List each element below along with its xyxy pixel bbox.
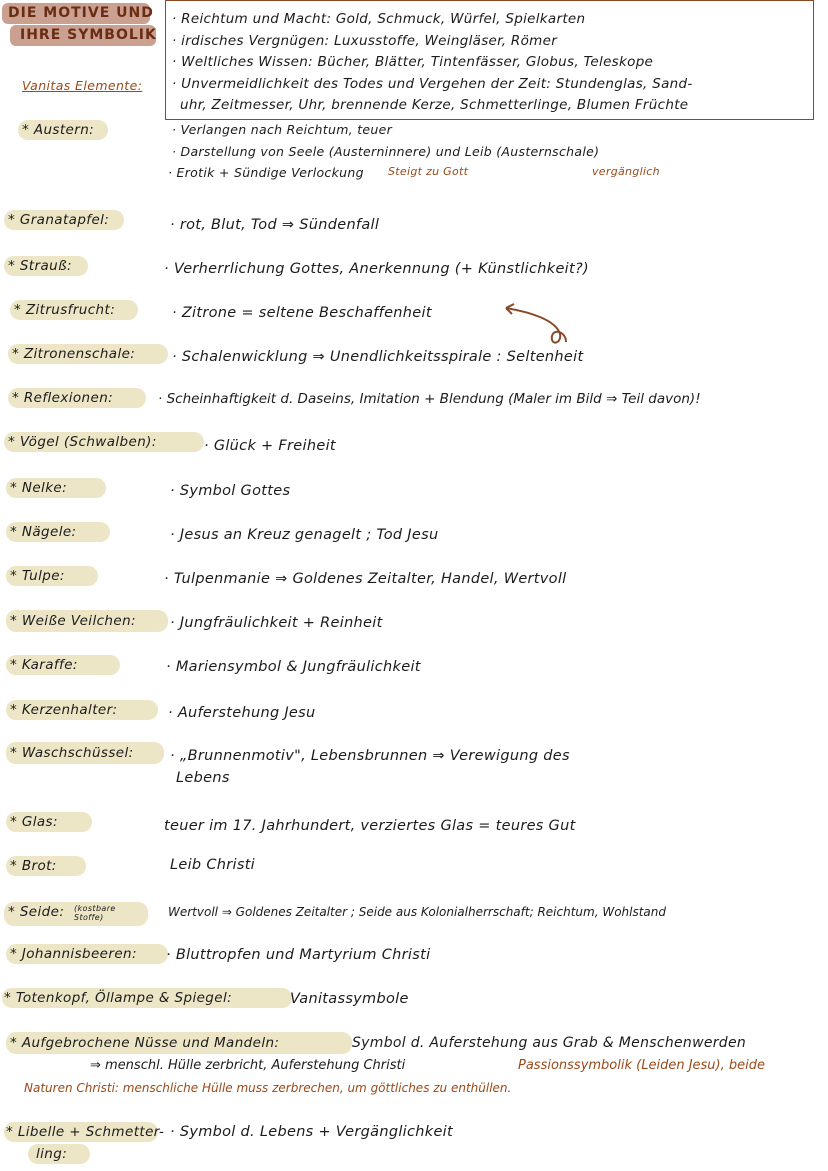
page-title-line-1: DIE MOTIVE UND <box>8 5 154 21</box>
zitrusfrucht-text: · Zitrone = seltene Beschaffenheit <box>172 305 432 321</box>
brot-label: * Brot: <box>10 858 57 874</box>
libelle-label-1: * Libelle + Schmetter- <box>6 1124 165 1140</box>
nuesse-text-2a: ⇒ menschl. Hülle zerbricht, Auferstehung Christi <box>90 1058 406 1073</box>
seide-label-sub: (kostbare Stoffe) <box>74 904 116 922</box>
box-line-3: · Weltliches Wissen: Bücher, Blätter, Tintenfässer, Globus, Teleskope <box>172 54 654 70</box>
vanitas-elements-box <box>165 0 814 120</box>
box-line-5: uhr, Zeitmesser, Uhr, brennende Kerze, Schmetterlinge, Blumen Früchte <box>180 97 689 113</box>
granatapfel-text: · rot, Blut, Tod ⇒ Sündenfall <box>170 217 380 233</box>
austern-note-steigt: Steigt zu Gott <box>388 165 469 178</box>
nuesse-text-2b: Passionssymbolik (Leiden Jesu), beide <box>518 1058 765 1073</box>
zitrusfrucht-label: * Zitrusfrucht: <box>14 302 116 318</box>
veilchen-label: * Weiße Veilchen: <box>10 613 136 629</box>
nuesse-label: * Aufgebrochene Nüsse und Mandeln: <box>10 1035 280 1051</box>
naegele-text: · Jesus an Kreuz genagelt ; Tod Jesu <box>170 527 439 543</box>
libelle-label-2: ling: <box>36 1146 68 1162</box>
voegel-label: * Vögel (Schwalben): <box>8 434 157 450</box>
strauss-label: * Strauß: <box>8 258 72 274</box>
nelke-text: · Symbol Gottes <box>170 483 291 499</box>
naegele-label: * Nägele: <box>10 524 77 540</box>
tulpe-text: · Tulpenmanie ⇒ Goldenes Zeitalter, Handel, Wertvoll <box>164 571 567 587</box>
glas-label: * Glas: <box>10 814 58 830</box>
nuesse-text-1: Symbol d. Auferstehung aus Grab & Menschenwerden <box>352 1035 747 1051</box>
veilchen-text: · Jungfräulichkeit + Reinheit <box>170 615 383 631</box>
karaffe-text: · Mariensymbol & Jungfräulichkeit <box>166 659 421 675</box>
waschschuessel-text-2: Lebens <box>176 770 230 786</box>
johannisbeeren-label: * Johannisbeeren: <box>10 946 137 962</box>
granatapfel-label: * Granatapfel: <box>8 212 110 228</box>
totenkopf-text: Vanitassymbole <box>290 991 409 1007</box>
box-line-1: · Reichtum und Macht: Gold, Schmuck, Würfel, Spielkarten <box>172 11 586 27</box>
box-line-4: · Unvermeidlichkeit des Todes und Vergehen der Zeit: Stundenglas, Sand- <box>172 76 693 92</box>
zitronenschale-text: · Schalenwicklung ⇒ Unendlichkeitsspirale : Seltenheit <box>172 349 584 365</box>
reflexionen-label: * Reflexionen: <box>12 390 114 406</box>
voegel-text: · Glück + Freiheit <box>204 438 336 454</box>
nelke-label: * Nelke: <box>10 480 68 496</box>
vanitas-elements-label: Vanitas Elemente: <box>22 78 143 93</box>
kerzenhalter-label: * Kerzenhalter: <box>10 702 118 718</box>
libelle-text: · Symbol d. Lebens + Vergänglichkeit <box>170 1124 453 1140</box>
austern-line-2: · Darstellung von Seele (Austerninnere) und Leib (Austernschale) <box>172 144 600 159</box>
reflexionen-text: · Scheinhaftigkeit d. Daseins, Imitation + Blendung (Maler im Bild ⇒ Teil davon)! <box>158 391 701 407</box>
page-title-line-2: IHRE SYMBOLIK <box>20 27 157 43</box>
totenkopf-label: * Totenkopf, Öllampe & Spiegel: <box>4 990 233 1006</box>
austern-line-1: · Verlangen nach Reichtum, teuer <box>172 122 393 137</box>
tulpe-label: * Tulpe: <box>10 568 65 584</box>
seide-label: * Seide: <box>8 904 65 920</box>
seide-text: Wertvoll ⇒ Goldenes Zeitalter ; Seide aus Kolonialherrschaft; Reichtum, Wohlstand <box>168 905 667 919</box>
strauss-text: · Verherrlichung Gottes, Anerkennung (+ Künstlichkeit?) <box>164 261 589 277</box>
austern-note-verganglich: vergänglich <box>592 165 660 178</box>
karaffe-label: * Karaffe: <box>10 657 78 673</box>
kerzenhalter-text: · Auferstehung Jesu <box>168 705 316 721</box>
austern-label: * Austern: <box>22 122 95 138</box>
arrow-curl-icon <box>500 302 580 352</box>
austern-line-3: · Erotik + Sündige Verlockung <box>168 165 364 180</box>
johannisbeeren-text: · Bluttropfen und Martyrium Christi <box>166 947 431 963</box>
waschschuessel-label: * Waschschüssel: <box>10 745 134 761</box>
brot-text: Leib Christi <box>170 857 256 873</box>
nuesse-text-3: Naturen Christi: menschliche Hülle muss zerbrechen, um göttliches zu enthüllen. <box>24 1081 512 1095</box>
waschschuessel-text-1: · „Brunnenmotiv", Lebensbrunnen ⇒ Verewigung des <box>170 748 570 764</box>
box-line-2: · irdisches Vergnügen: Luxusstoffe, Weingläser, Römer <box>172 33 558 49</box>
zitronenschale-label: * Zitronenschale: <box>12 346 136 362</box>
glas-text: teuer im 17. Jahrhundert, verziertes Glas = teures Gut <box>164 818 576 834</box>
